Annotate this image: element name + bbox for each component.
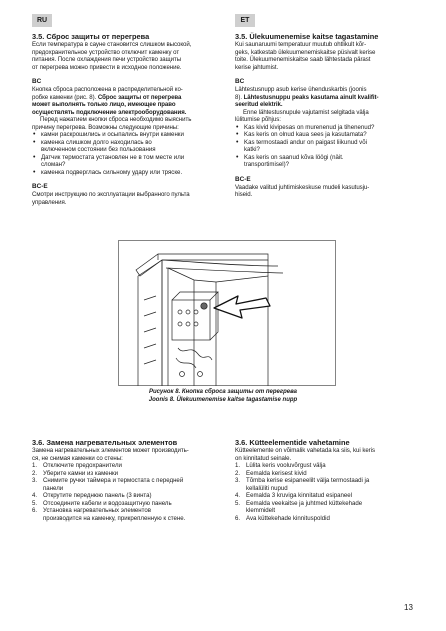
list-item: • Kas kivid kivipesas on murenenud ja tihenenud? [235,124,421,132]
list-item: • каменка слишком долго находилась во включенном состоянии без пользования [32,139,218,154]
list-item: 3. Tõmba kerise esipaneelilt välja termostaadi ja kellalüliti nupud [235,477,370,492]
ru-causes-list [32,131,218,176]
et-section-3-5-title: 3.5. Ülekuumenemise kaitse tagastamine [235,32,379,41]
ru-column-top [32,32,218,206]
et-column-bottom: 3.6. Kütteelementide vahetamine Kütteelemente on võimalik vahetada ka siis, kui keris on kinnitatud seinale. 1. Lülita keris vooluvõrgust välja 2. Eemalda kerisest kivid 3. Tõmba kerise esipaneelilt välja termostaadi ja kellalüliti nupud 4. Eemalda 3 kruviga kinnitatud esipaneel 5. Eemalda veekaitse ja juhtmed küttekehade klemmidelt 6. Ava küttekehade kinnituspoldid [235,438,421,522]
figure-caption-ru: Рисунок 8. Кнопка сброса защиты от перегрева [149,389,297,395]
list-item: • Kas keris on olnud kaua sees ja kasutamata? [235,131,421,139]
list-item: • Kas termostaadi andur on paigast liikunud või katki? [235,139,421,154]
list-item: 1. Lülita keris vooluvõrgust välja [235,462,326,469]
list-item: 5. Отсоедините кабели и водозащитную панель [32,499,172,507]
list-item: 4. Открутите переднюю панель (3 винта) [32,492,152,499]
list-item: 2. Eemalda kerisest kivid [235,469,307,477]
figure-caption-et: Joonis 8. Ülekuumenemise kaitse tagastamise nupp [148,397,298,403]
list-item: • каменка подверглась сильному удару или тряске. [32,169,218,177]
list-item: • Kas keris on saanud kõva löögi (näit. transportimisel)? [235,154,421,169]
ru-section-3-5-body: Если температура в сауне становится слишком высокой, предохранительное устройство отключит каменку от питания. После охлаждения печи устройство защиты от перегрева можно привести в исходное положение. [32,41,192,71]
ru-bc-heading: BC [32,78,42,85]
heater-reset-button-illustration [118,240,336,386]
et-bc-body: Lähtestusnupp asub kerise ühenduskarbis (joonis 8). Lähtestusnuppu peaks kasutama ainult kvalifit- seeritud elektrik. Enne lähtestusnupule vajutamist selgitada välja lülitumise põhjus: • Kas kivid kivipesas on murenenud ja tihenenud? • Kas keris on olnud kaua sees ja kasutamata? • Kas termostaadi andur on paigast liikunud või katki? • Kas keris on saanud kõva löögi (näit. transportimisel)? [235,86,421,169]
et-replacement-steps [235,462,421,522]
et-bce-body: Vaadake valitud juhtimiskeskuse mudeli kasutusju- hiseid. [235,183,370,198]
list-item: • камни раскрошились и осыпались внутри каменки [32,131,218,139]
list-item: 6. Установка нагревательных элементов производится на каменку, прикрепленную к стене. [32,507,186,522]
et-column-top [235,32,421,199]
ru-bce-body: Смотри инструкцию по эксплуатации выбранного пульта управления. [32,191,190,206]
list-item: 2. Уберите камни из каменки [32,469,119,477]
et-bce-heading: BC-E [235,175,251,183]
ru-column-bottom: 3.6. Замена нагревательных элементов Замена нагревательных элементов может производить- ся, не снимая каменки со стены: 1. Отключите предохранители 2. Уберите камни из каменки 3. Снимите ручки таймера и термостата с передней панели 4. Открутите переднюю панель (3 винта) 5. Отсоедините кабели и водозащитную панель 6. Установка нагревательных элементов производится на каменку, прикрепленную к стене. [32,438,218,522]
list-item: 5. Eemalda veekaitse ja juhtmed küttekehade klemmidelt [235,499,363,514]
et-bc-heading: BC [235,78,245,85]
ru-replacement-steps [32,462,218,522]
list-item: 6. Ava küttekehade kinnituspoldid [235,514,330,522]
language-tab-ru: RU [32,14,52,27]
et-section-3-6-title: 3.6. Kütteelementide vahetamine [235,438,350,447]
et-causes-list [235,124,421,169]
reset-button-arrow-icon [214,296,270,318]
page-number: 13 [404,603,413,612]
list-item: 1. Отключите предохранители [32,462,122,469]
ru-bc-body: Кнопка сброса расположена в распределительной ко- робке каменки (рис. 8). Сброс защиты от перегрева может выполнять только лицо, имеющее право осуществлять подключение электрооборудования. Перед нажатием кнопки сброса необходимо выяснить причину перегрева. Возможны следующие причины: • камни раскрошились и осыпались внутри каменки • каменка слишком долго находилась во включенном состоянии без пользования • Датчик термостата установлен не в том месте или сломан? • каменка подверглась сильному удару или тряске. [32,86,218,176]
list-item: • Датчик термостата установлен не в том месте или сломан? [32,154,218,169]
list-item: 4. Eemalda 3 kruviga kinnitatud esipaneel [235,492,353,499]
language-tab-et: ET [235,14,255,27]
ru-section-3-6-title: 3.6. Замена нагревательных элементов [32,438,178,447]
ru-bce-heading: BC-E [32,183,48,190]
list-item: 3. Снимите ручки таймера и термостата с передней панели [32,477,184,492]
et-section-3-5-body: Kui saunaruumi temperatuur muutub ohtlikult kõr- geks, katkestab ülekuumenemiskaitse püsivalt kerise toite. Ülekuumenemiskaitse saab lähtestada pärast kerise jahtumist. [235,41,376,71]
ru-section-3-5-title: 3.5. Сброс защиты от перегрева [32,32,150,41]
